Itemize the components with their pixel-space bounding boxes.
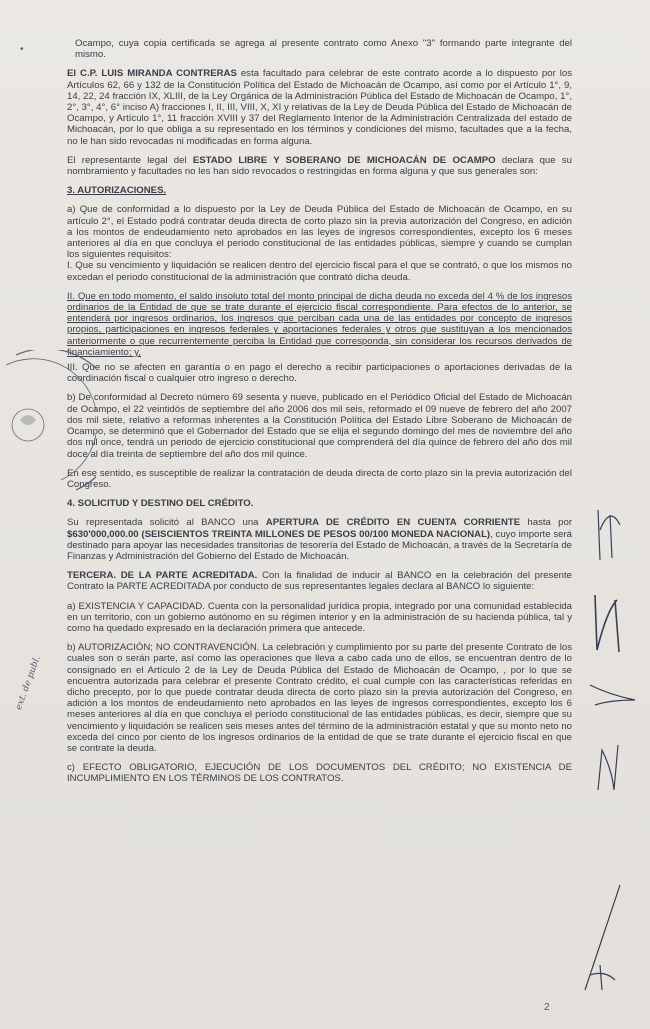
state-name: ESTADO LIBRE Y SOBERANO DE MICHOACÁN DE OCAMPO [192, 154, 496, 166]
signature-mark-4 [590, 740, 630, 800]
margin-mark: • [20, 44, 24, 55]
section-4-text [67, 517, 572, 562]
signature-mark-1 [590, 500, 630, 570]
section-3-i: I. Que su vencimiento y liquidación se realicen dentro del ejercicio fiscal para el que se contrató, o que los mismos no excedan el periodo constitucional de la administración que contrató dicha deuda. [67, 260, 572, 283]
tercera-c: c) EFECTO OBLIGATORIO, EJECUCIÓN DE LOS DOCUMENTOS DEL CRÉDITO; NO EXISTENCIA DE INCUMPLIMIENTO EN LOS TÉRMINOS DE LOS CONTRATOS. [67, 762, 572, 785]
legal-rep-post: declara que su nombramiento y facultades no les han sido revocados o restringidas en forma alguna y que sus generales son: [67, 154, 572, 178]
section-3-a: a) Que de conformidad a lo dispuesto por la Ley de Deuda Pública del Estado de Michoacán de Ocampo, en su artículo 2°, el Estado podrá contratar deuda directa de corto plazo sin la previa autorización del Congreso, en adición a los montos de endeudamiento neto aprobados en las leyes de ingresos correspondientes, excepto los 6 meses anteriores al día en que concluya el periodo constitucional de las entidades públicas, siempre y cuando se cumplan los siguientes requisitos: [67, 204, 572, 261]
paragraph-representative [67, 68, 572, 146]
paragraph-intro: Ocampo, cuya copia certificada se agrega al presente contrato como Anexo "3" formando parte integrante del mismo. [75, 38, 572, 61]
section-4-mid: hasta por [520, 517, 573, 529]
representative-name: El C.P. LUIS MIRANDA CONTRERAS [67, 68, 237, 80]
section-3-iii: III. Que no se afecten en garantía o en pago el derecho a recibir participaciones o aportaciones derivadas de la coordinación fiscal o cualquier otro ingreso o derecho. [67, 362, 572, 385]
signature-mark-5 [570, 880, 630, 1000]
tercera-heading: TERCERA. DE LA PARTE ACREDITADA. [67, 570, 258, 582]
paragraph-legal-representative [67, 155, 572, 177]
document-body [67, 38, 572, 793]
representative-text: esta facultado para celebrar de este contrato acorde a lo dispuesto por los Artículos 62, 66 y 132 de la Constitución Política del Estado de Michoacán de Ocampo, así como por el Artículo 1°, 9, 14, 22, 24 fracción IX, XLIII, de la Ley Orgánica de la Administración Pública del Estado de Michoacán de Ocampo, 1°, 2°, 3°, 4°, 6° inciso A) fracciones I, II, III, VIII, X, XI y relativas de la Ley de Deuda Pública del Estado de Michoacán de Ocampo, y Artículo 1°, 11 fracción XVIII y 37 del Reglamento Interior de la Administración Centralizada del estado de Michoacán, por lo que obliga a su representado en los términos y condiciones del mismo, facultades que a la fecha, no le han sido revocadas ni modificadas en forma alguna. [67, 68, 572, 147]
credit-amount: $630'000,000.00 (SEISCIENTOS TREINTA MILLONES DE PESOS 00/100 MONEDA NACIONAL) [67, 528, 491, 540]
section-3-ii: II. Que en todo momento, el saldo insoluto total del monto principal de dicha deuda no exceda del 4 % de los ingresos ordinarios de la Entidad de que se trate durante el ejercicio fiscal correspondiente. Para efectos de lo anterior, se entenderá por ingresos ordinarios, los ingresos que perciban cada una de las entidades por concepto de ingresos propios, participaciones en ingresos federales y aportaciones federales y otros que sustituyan a los mencionados anteriormente o que recurrentemente perciba la Entidad que corresponda, sin considerar los recursos derivados de financiamiento; y, [67, 290, 572, 358]
signature-mark-2 [585, 590, 635, 660]
legal-rep-pre: El representante legal del [67, 154, 193, 166]
tercera-a: a) EXISTENCIA Y CAPACIDAD. Cuenta con la personalidad jurídica propia, integrado por una comunidad establecida en un territorio, con un gobierno autónomo en su régimen interior y en la administración de su hacienda pública, tal y como ha quedado expresado en la declaración primera que antecede. [67, 600, 572, 634]
tercera-paragraph [67, 570, 572, 592]
credit-type: APERTURA DE CRÉDITO EN CUENTA CORRIENTE [265, 517, 521, 529]
section-4-heading: 4. SOLICITUD Y DESTINO DEL CRÉDITO. [67, 498, 254, 510]
handwritten-note: ext. de publ. [14, 654, 43, 712]
section-3-heading: 3. AUTORIZACIONES. [67, 185, 167, 197]
tercera-b: b) AUTORIZACIÓN; NO CONTRAVENCIÓN. La celebración y cumplimiento por su parte del presente Contrato de los cuales son o serán parte, así como las operaciones que lleva a cabo cada uno de ellos, se encuentran dentro de lo consignado en el Artículo 2 de la Ley de Deuda Pública del Estado de Michoacán de Ocampo, , por lo que se encuentra autorizada para celebrar el presente Contrato crédito, el cual cumple con las características referidas en dicho precepto, por lo que puede contratar deuda directa de corto plazo sin la previa autorización del Congreso, en adición a los montos de endeudamiento neto aprobados en las leyes de ingresos correspondientes, excepto los 6 meses anteriores al día en que concluya el período constitucional de las entidades públicas, es decir, siempre que su vencimiento y liquidación se realicen seis meses antes del término de la administración estatal y que su monto neto no exceda del cinco por ciento de los ingresos ordinarios de la entidad de que se trate durante el ejercicio fiscal en que se contrate la deuda. [67, 642, 572, 754]
notary-stamp [6, 350, 96, 500]
signature-mark-3 [585, 680, 640, 710]
page-number: 2 [544, 1002, 550, 1013]
tercera-text: Con la finalidad de inducir al BANCO en la celebración del presente Contrato la PARTE ACREDITADA por conducto de sus representantes legales declara al BANCO lo siguiente: [67, 570, 572, 593]
section-4-pre: Su representada solicitó al BANCO una [67, 517, 266, 529]
section-3-b: b) De conformidad al Decreto número 69 sesenta y nueve, publicado en el Periódico Oficial del Estado de Michoacán de Ocampo, el 22 veintidós de septiembre del año 2006 dos mil seis, reformado el 09 nueve de febrero del año 2007 dos mil siete, relativo a reformas inherentes a la Constitución Política del Estado Libre Soberano de Michoacán de Ocampo, se determinó que el Gobernador del Estado que se elija el segundo domingo del mes de noviembre del año dos mil once, tendrá un periodo de ejercicio constitucional que comprenderá del día quince de febrero del año dos mil doce al día treinta de septiembre del año dos mil quince. [67, 392, 572, 460]
section-3-c: En ese sentido, es susceptible de realizar la contratación de deuda directa de corto plazo sin la previa autorización del Congreso. [67, 467, 572, 490]
section-4-post: , cuyo importe será destinado para apoyar las necesidades transitorias de tesorería del Estado de Michoacán, a través de la Secretaría de Finanzas y Administración del Gobierno del Estado de Michoacán. [67, 528, 572, 562]
